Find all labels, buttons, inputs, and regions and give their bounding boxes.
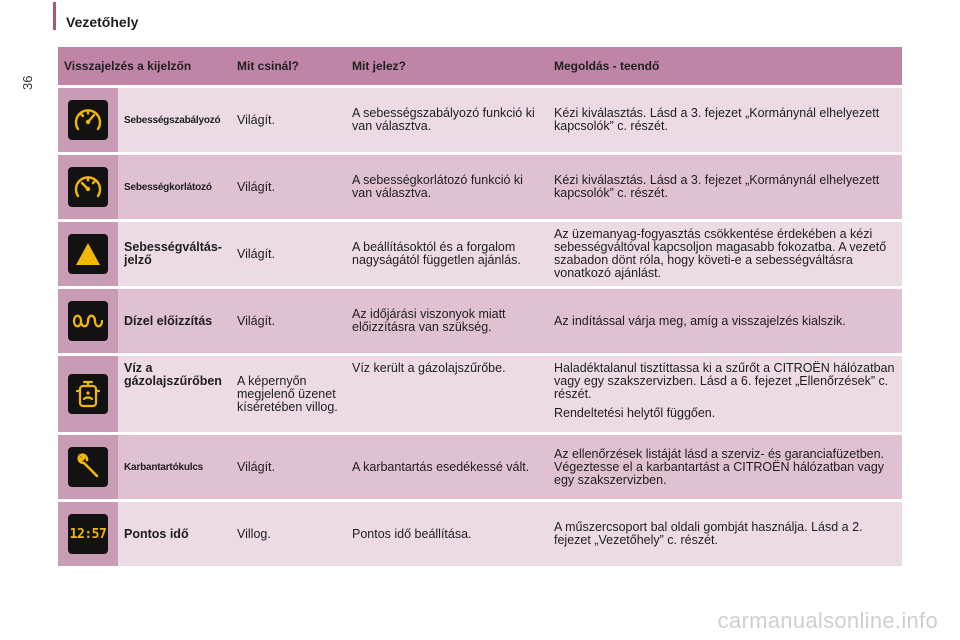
table-row xyxy=(58,289,902,353)
service-wrench-icon xyxy=(68,447,108,487)
indicator-solution: Az ellenőrzések listáját lásd a szerviz- és garanciafüzetben. Végeztesse el a karbantartást a CITROËN hálózatban vagy egy szakszervizben. xyxy=(548,435,902,499)
indicator-name: Víz a gázolajszűrőben xyxy=(118,356,231,432)
indicator-meaning: Víz került a gázolajszűrőbe. xyxy=(346,356,548,432)
indicator-name: Karbantartókulcs xyxy=(118,435,231,499)
clock-display-icon xyxy=(68,514,108,554)
indicator-meaning: Pontos idő beállítása. xyxy=(346,502,548,566)
solution-text: Haladéktalanul tisztíttassa ki a szűrőt a CITROËN hálózatban vagy egy szakszervizben. Lásd a 6. fejezet „Ellenőrzések” c. részét. xyxy=(554,361,895,401)
indicator-state: Villog. xyxy=(231,502,346,566)
icon-cell xyxy=(58,88,118,152)
table-header-row xyxy=(58,47,902,85)
icon-cell xyxy=(58,502,118,566)
watermark: carmanualsonline.info xyxy=(717,608,938,633)
speed-limiter-icon xyxy=(68,167,108,207)
indicator-meaning: Az időjárási viszonyok miatt előizzításra van szükség. xyxy=(346,289,548,353)
indicator-meaning: A sebességszabályozó funkció ki van választva. xyxy=(346,88,548,152)
indicator-state: Világít. xyxy=(231,155,346,219)
icon-cell xyxy=(58,155,118,219)
header-state: Mit csinál? xyxy=(231,47,346,85)
table-row xyxy=(58,502,902,566)
header-indicator: Visszajelzés a kijelzőn xyxy=(58,47,231,85)
indicator-solution: Az üzemanyag-fogyasztás csökkentése érdekében a kézi sebességváltóval kapcsoljon magasabb fokozatba. A vezető szabadon dönt róla, hogy követi-e a sebességváltásra vonatkozó ajánlást. xyxy=(548,222,902,286)
page-number: 36 xyxy=(20,75,35,90)
water-in-diesel-filter-icon xyxy=(68,374,108,414)
indicator-name: Pontos idő xyxy=(118,502,231,566)
speed-regulator-icon xyxy=(68,100,108,140)
indicator-solution xyxy=(548,356,902,432)
indicator-solution: Kézi kiválasztás. Lásd a 3. fejezet „Kormánynál elhelyezett kapcsolók” c. részét. xyxy=(548,155,902,219)
table-row xyxy=(58,222,902,286)
gear-shift-indicator-icon xyxy=(68,234,108,274)
indicator-state: Világít. xyxy=(231,222,346,286)
indicator-solution: A műszercsoport bal oldali gombját használja. Lásd a 2. fejezet „Vezetőhely” c. részét. xyxy=(548,502,902,566)
icon-cell xyxy=(58,222,118,286)
indicator-name: Sebességszabályozó xyxy=(118,88,231,152)
warning-lights-table xyxy=(58,44,902,569)
indicator-meaning: A sebességkorlátozó funkció ki van választva. xyxy=(346,155,548,219)
table-row xyxy=(58,155,902,219)
header-solution: Megoldás - teendő xyxy=(548,47,902,85)
glow-plug-icon xyxy=(68,301,108,341)
indicator-solution: Kézi kiválasztás. Lásd a 3. fejezet „Kormánynál elhelyezett kapcsolók” c. részét. xyxy=(548,88,902,152)
icon-cell xyxy=(58,289,118,353)
table-row xyxy=(58,88,902,152)
indicator-meaning: A karbantartás esedékessé vált. xyxy=(346,435,548,499)
indicator-name: Sebességváltás-jelző xyxy=(118,222,231,286)
indicator-solution: Az indítással várja meg, amíg a visszajelzés kialszik. xyxy=(548,289,902,353)
solution-note: Rendeltetési helytől függően. xyxy=(554,406,716,420)
section-title: Vezetőhely xyxy=(66,14,139,30)
indicator-meaning: A beállításoktól és a forgalom nagyságától független ajánlás. xyxy=(346,222,548,286)
indicator-name: Sebességkorlátozó xyxy=(118,155,231,219)
table-row xyxy=(58,356,902,432)
icon-cell xyxy=(58,435,118,499)
section-accent-bar xyxy=(53,2,56,30)
clock-display-digits: 12:57 xyxy=(69,526,107,542)
header-meaning: Mit jelez? xyxy=(346,47,548,85)
indicator-state: A képernyőn megjelenő üzenet kíséretében villog. xyxy=(231,356,346,432)
table-row xyxy=(58,435,902,499)
indicator-state: Világít. xyxy=(231,88,346,152)
indicator-state: Világít. xyxy=(231,435,346,499)
indicator-state: Világít. xyxy=(231,289,346,353)
indicator-name: Dízel előizzítás xyxy=(118,289,231,353)
icon-cell xyxy=(58,356,118,432)
